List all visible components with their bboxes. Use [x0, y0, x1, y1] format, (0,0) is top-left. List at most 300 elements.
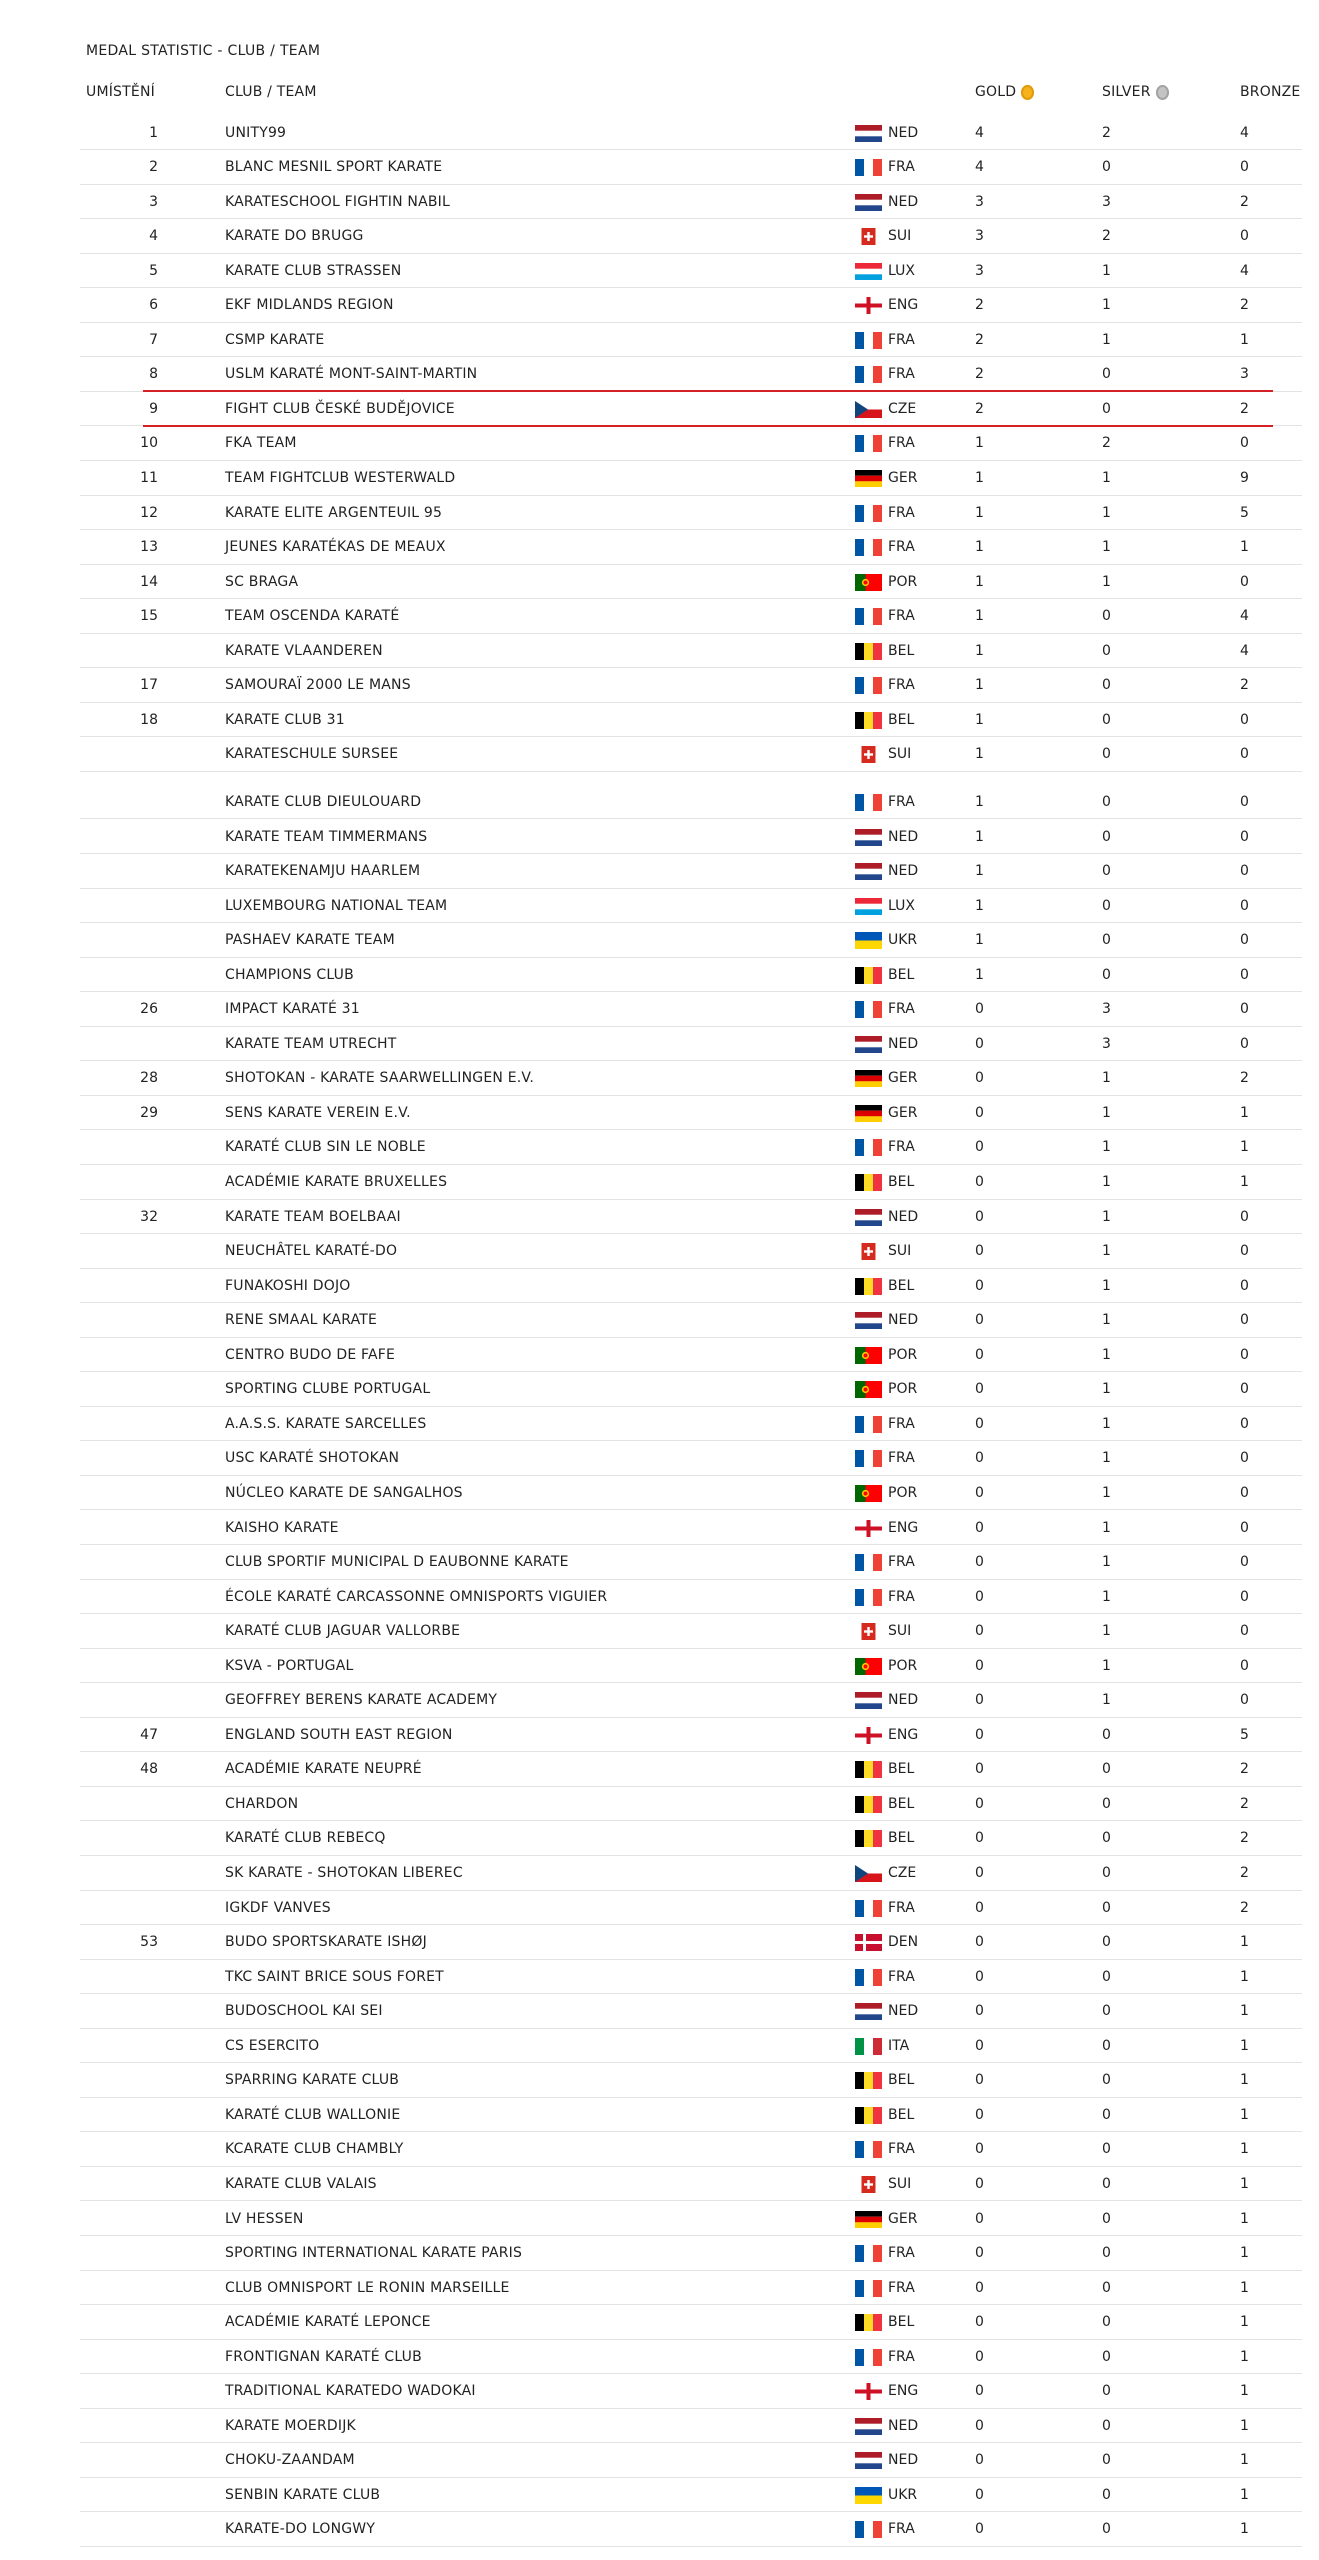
table-row [80, 2132, 1302, 2167]
gold-count: 2 [975, 297, 984, 314]
silver-count: 0 [1102, 2348, 1111, 2365]
club-name: TRADITIONAL KARATEDO WADOKAI [225, 2383, 476, 2400]
silver-count: 1 [1102, 1312, 1111, 1329]
country-code: NED [888, 1692, 919, 1709]
page-title: MEDAL STATISTIC - CLUB / TEAM [86, 43, 321, 59]
rank-cell: 13 [140, 539, 158, 556]
table-row [80, 1649, 1302, 1684]
flag-icon-ukr [855, 2487, 882, 2504]
flag-icon-fra [855, 1589, 882, 1606]
club-name: LUXEMBOURG NATIONAL TEAM [225, 897, 448, 914]
flag-icon-ned [855, 1312, 882, 1329]
silver-count: 1 [1102, 1174, 1111, 1190]
flag-icon-eng [855, 1727, 882, 1744]
silver-count: 2 [1102, 124, 1111, 141]
table-row [80, 1752, 1302, 1787]
club-name: A.A.S.S. KARATE SARCELLES [225, 1415, 427, 1432]
flag-icon-ned [855, 1036, 882, 1053]
silver-count: 1 [1102, 1243, 1111, 1260]
country-code: FRA [888, 366, 915, 383]
table-row [80, 1925, 1302, 1960]
country-code: BEL [888, 1174, 915, 1190]
flag-icon-den [855, 1934, 882, 1951]
club-name: KARATE ELITE ARGENTEUIL 95 [225, 504, 443, 521]
club-name: KARATÉ CLUB REBECQ [225, 1830, 386, 1847]
bronze-count: 4 [1240, 262, 1249, 279]
silver-count: 0 [1102, 2072, 1111, 2089]
club-name: KARATE MOERDIJK [225, 2417, 356, 2434]
rank-cell: 53 [140, 1934, 158, 1951]
country-code: NED [888, 2003, 919, 2020]
gold-count: 1 [975, 746, 984, 763]
country-code: FRA [888, 1968, 915, 1985]
club-name: JEUNES KARATÉKAS DE MEAUX [225, 539, 446, 556]
silver-count: 0 [1102, 966, 1111, 983]
club-name: ACADÉMIE KARATÉ LEPONCE [225, 2314, 431, 2331]
gold-count: 3 [975, 228, 984, 245]
gold-count: 0 [975, 1588, 984, 1605]
club-name: KARATÉ CLUB WALLONIE [225, 2106, 401, 2123]
silver-count: 1 [1102, 1657, 1111, 1674]
bronze-count: 1 [1240, 1174, 1249, 1190]
bronze-count: 0 [1240, 1208, 1249, 1225]
gold-count: 0 [975, 1415, 984, 1432]
flag-icon-fra [855, 2349, 882, 2366]
country-code: NED [888, 2417, 919, 2434]
bronze-count: 0 [1240, 1484, 1249, 1501]
club-name: KARATÉ CLUB SIN LE NOBLE [225, 1139, 426, 1156]
table-row [80, 185, 1302, 220]
club-name: KARATEKENAMJU HAARLEM [225, 863, 421, 880]
gold-count: 1 [975, 435, 984, 452]
flag-icon-cze [855, 401, 882, 418]
silver-count: 1 [1102, 331, 1111, 348]
flag-icon-bel [855, 712, 882, 729]
rank-cell: 15 [140, 608, 158, 625]
club-name: TKC SAINT BRICE SOUS FORET [225, 1968, 444, 1985]
silver-count: 1 [1102, 1277, 1111, 1294]
silver-count: 0 [1102, 1934, 1111, 1951]
bronze-count: 5 [1240, 504, 1249, 521]
country-code: CZE [888, 1865, 917, 1881]
flag-icon-ned [855, 2003, 882, 2020]
bronze-count: 1 [1240, 1934, 1249, 1951]
table-row [80, 2478, 1302, 2513]
gold-count: 0 [975, 1001, 984, 1018]
country-code: FRA [888, 1001, 915, 1018]
rank-cell: 7 [149, 331, 158, 348]
country-code: FRA [888, 159, 915, 176]
flag-icon-fra [855, 332, 882, 349]
gold-count: 1 [975, 608, 984, 625]
bronze-count: 0 [1240, 1657, 1249, 1674]
silver-count: 0 [1102, 2383, 1111, 2400]
club-name: KARATE CLUB VALAIS [225, 2175, 377, 2192]
club-name: KARATE CLUB STRASSEN [225, 262, 402, 279]
club-name: RENE SMAAL KARATE [225, 1312, 378, 1329]
table-row [80, 992, 1302, 1027]
flag-icon-sui [855, 1243, 882, 1260]
gold-count: 0 [975, 2072, 984, 2089]
country-code: CZE [888, 400, 917, 417]
club-name: NÚCLEO KARATE DE SANGALHOS [225, 1484, 463, 1501]
table-row [80, 2271, 1302, 2306]
gold-count: 0 [975, 2348, 984, 2365]
flag-icon-fra [855, 1139, 882, 1156]
bronze-count: 1 [1240, 1104, 1249, 1121]
bronze-count: 1 [1240, 2521, 1249, 2538]
country-code: ENG [888, 2383, 919, 2400]
silver-count: 0 [1102, 746, 1111, 763]
silver-count: 1 [1102, 1484, 1111, 1501]
flag-icon-sui [855, 746, 882, 763]
bronze-count: 1 [1240, 2383, 1249, 2400]
club-name: BUDO SPORTSKARATE ISHØJ [225, 1934, 427, 1951]
silver-count: 0 [1102, 2245, 1111, 2262]
gold-count: 0 [975, 1070, 984, 1087]
table-row [80, 1718, 1302, 1753]
silver-count: 0 [1102, 2417, 1111, 2434]
flag-icon-bel [855, 1796, 882, 1813]
bronze-count: 1 [1240, 2348, 1249, 2365]
rank-cell: 29 [140, 1104, 158, 1121]
flag-icon-ukr [855, 932, 882, 949]
table-row [80, 1027, 1302, 1062]
gold-count: 0 [975, 1692, 984, 1709]
flag-icon-ned [855, 863, 882, 880]
gold-count: 0 [975, 1450, 984, 1467]
country-code: FRA [888, 1139, 915, 1156]
flag-icon-bel [855, 2072, 882, 2089]
country-code: BEL [888, 2072, 915, 2089]
rank-cell: 48 [140, 1761, 158, 1778]
country-code: FRA [888, 1415, 915, 1432]
country-code: POR [888, 1346, 918, 1363]
club-name: FRONTIGNAN KARATÉ CLUB [225, 2348, 422, 2365]
country-code: LUX [888, 262, 915, 279]
flag-icon-ger [855, 470, 882, 487]
club-name: CSMP KARATE [225, 331, 325, 348]
table-row [80, 1821, 1302, 1856]
silver-count: 2 [1102, 435, 1111, 452]
gold-count: 0 [975, 2521, 984, 2538]
bronze-count: 1 [1240, 2072, 1249, 2089]
gold-count: 0 [975, 1346, 984, 1363]
table-row [80, 668, 1302, 703]
country-code: POR [888, 1381, 918, 1398]
gold-count: 0 [975, 1484, 984, 1501]
club-name: FIGHT CLUB ČESKÉ BUDĚJOVICE [225, 400, 455, 417]
flag-icon-fra [855, 1969, 882, 1986]
table-row [80, 254, 1302, 289]
bronze-count: 1 [1240, 2452, 1249, 2469]
header-gold-label: GOLD [975, 84, 1017, 100]
bronze-count: 1 [1240, 2037, 1249, 2054]
table-row [80, 1269, 1302, 1304]
gold-count: 0 [975, 2106, 984, 2123]
rank-cell: 9 [149, 400, 158, 417]
country-code: NED [888, 1312, 919, 1329]
bronze-count: 1 [1240, 2314, 1249, 2331]
gold-count: 4 [975, 124, 984, 141]
silver-count: 1 [1102, 1070, 1111, 1087]
table-row [80, 634, 1302, 669]
table-row [80, 1165, 1302, 1200]
silver-count: 0 [1102, 1899, 1111, 1916]
silver-count: 0 [1102, 1795, 1111, 1812]
silver-count: 0 [1102, 2279, 1111, 2296]
table-row [80, 1303, 1302, 1338]
club-name: CHAMPIONS CLUB [225, 966, 354, 983]
silver-count: 1 [1102, 1104, 1111, 1121]
bronze-count: 0 [1240, 573, 1249, 590]
gold-count: 0 [975, 2452, 984, 2469]
table-row [80, 288, 1302, 323]
header-silver [1102, 84, 1169, 100]
gold-count: 3 [975, 262, 984, 279]
silver-count: 1 [1102, 1554, 1111, 1571]
table-row [80, 1200, 1302, 1235]
bronze-count: 0 [1240, 793, 1249, 810]
gold-count: 0 [975, 2141, 984, 2158]
table-row [80, 323, 1302, 358]
rank-cell: 4 [149, 228, 158, 245]
silver-count: 1 [1102, 1415, 1111, 1432]
silver-count: 1 [1102, 504, 1111, 521]
rank-cell: 8 [149, 366, 158, 383]
club-name: KARATE DO BRUGG [225, 228, 364, 245]
club-name: CHARDON [225, 1795, 299, 1812]
country-code: NED [888, 193, 919, 210]
flag-icon-fra [855, 1001, 882, 1018]
table-row [80, 219, 1302, 254]
club-name: BUDOSCHOOL KAI SEI [225, 2003, 383, 2020]
flag-icon-por [855, 1485, 882, 1502]
country-code: FRA [888, 2279, 915, 2296]
club-name: CS ESERCITO [225, 2037, 320, 2054]
table-row [80, 1614, 1302, 1649]
rank-cell: 3 [149, 193, 158, 210]
table-row [80, 1441, 1302, 1476]
table-row [80, 1372, 1302, 1407]
gold-count: 1 [975, 504, 984, 521]
country-code: BEL [888, 1277, 915, 1294]
silver-count: 0 [1102, 2452, 1111, 2469]
bronze-count: 0 [1240, 1623, 1249, 1640]
club-name: LV HESSEN [225, 2210, 304, 2227]
gold-count: 0 [975, 1761, 984, 1778]
flag-icon-por [855, 1658, 882, 1675]
bronze-count: 0 [1240, 1243, 1249, 1260]
silver-count: 0 [1102, 1830, 1111, 1847]
bronze-count: 5 [1240, 1726, 1249, 1743]
gold-count: 0 [975, 1554, 984, 1571]
flag-icon-eng [855, 297, 882, 314]
club-name: GEOFFREY BERENS KARATE ACADEMY [225, 1692, 498, 1709]
table-header [0, 84, 1319, 110]
country-code: NED [888, 1208, 919, 1225]
club-name: ENGLAND SOUTH EAST REGION [225, 1726, 453, 1743]
flag-icon-fra [855, 2521, 882, 2538]
gold-count: 1 [975, 932, 984, 949]
club-name: KARATE VLAANDEREN [225, 642, 383, 659]
club-name: KCARATE CLUB CHAMBLY [225, 2141, 404, 2158]
silver-count: 0 [1102, 1726, 1111, 1743]
gold-count: 0 [975, 2037, 984, 2054]
bronze-count: 2 [1240, 400, 1249, 417]
table-row [80, 1580, 1302, 1615]
flag-icon-ned [855, 829, 882, 846]
table-row [80, 2409, 1302, 2444]
gold-count: 0 [975, 1519, 984, 1536]
silver-count: 0 [1102, 793, 1111, 810]
silver-count: 0 [1102, 1968, 1111, 1985]
country-code: FRA [888, 1554, 915, 1571]
silver-count: 0 [1102, 2210, 1111, 2227]
club-name: KARATE TEAM TIMMERMANS [225, 828, 428, 845]
country-code: FRA [888, 539, 915, 556]
bronze-count: 9 [1240, 470, 1249, 486]
bronze-count: 0 [1240, 1554, 1249, 1571]
country-code: FRA [888, 2245, 915, 2262]
table-row [80, 1683, 1302, 1718]
flag-icon-eng [855, 2383, 882, 2400]
bronze-count: 1 [1240, 2279, 1249, 2296]
flag-icon-fra [855, 794, 882, 811]
flag-icon-fra [855, 2280, 882, 2297]
rank-cell: 2 [149, 159, 158, 176]
silver-count: 0 [1102, 2003, 1111, 2020]
table-row [80, 1545, 1302, 1580]
bronze-count: 1 [1240, 2417, 1249, 2434]
gold-count: 4 [975, 159, 984, 176]
silver-count: 1 [1102, 539, 1111, 556]
country-code: POR [888, 1657, 918, 1674]
bronze-count: 0 [1240, 828, 1249, 845]
table-row [80, 392, 1302, 427]
country-code: FRA [888, 435, 915, 452]
club-name: FKA TEAM [225, 435, 297, 452]
flag-icon-ned [855, 2452, 882, 2469]
silver-count: 1 [1102, 1208, 1111, 1225]
bronze-count: 0 [1240, 897, 1249, 914]
silver-count: 0 [1102, 863, 1111, 880]
table-row [80, 1407, 1302, 1442]
country-code: UKR [888, 2486, 918, 2503]
bronze-count: 0 [1240, 1588, 1249, 1605]
gold-count: 1 [975, 539, 984, 556]
gold-count: 0 [975, 1623, 984, 1640]
bronze-count: 0 [1240, 1381, 1249, 1398]
gold-count: 0 [975, 2417, 984, 2434]
club-name: IMPACT KARATÉ 31 [225, 1001, 360, 1018]
bronze-count: 1 [1240, 1968, 1249, 1985]
club-name: KAISHO KARATE [225, 1519, 339, 1536]
table-row [80, 357, 1302, 392]
gold-count: 2 [975, 366, 984, 383]
table-row [80, 2167, 1302, 2202]
flag-icon-por [855, 1381, 882, 1398]
gold-count: 0 [975, 2245, 984, 2262]
table-row [80, 923, 1302, 958]
country-code: BEL [888, 966, 915, 983]
country-code: BEL [888, 1830, 915, 1847]
bronze-count: 0 [1240, 863, 1249, 880]
silver-count: 0 [1102, 677, 1111, 694]
country-code: NED [888, 863, 919, 880]
bronze-count: 0 [1240, 1450, 1249, 1467]
silver-count: 0 [1102, 2106, 1111, 2123]
silver-count: 0 [1102, 366, 1111, 383]
bronze-count: 0 [1240, 228, 1249, 245]
country-code: FRA [888, 608, 915, 625]
bronze-count: 0 [1240, 1519, 1249, 1536]
table-row [80, 426, 1302, 461]
bronze-count: 2 [1240, 1795, 1249, 1812]
flag-icon-ita [855, 2038, 882, 2055]
table-row [80, 785, 1302, 820]
country-code: ENG [888, 1519, 919, 1536]
silver-count: 0 [1102, 2175, 1111, 2192]
bronze-count: 0 [1240, 966, 1249, 983]
bronze-count: 1 [1240, 2106, 1249, 2123]
header-silver-label: SILVER [1102, 84, 1151, 100]
flag-icon-ned [855, 194, 882, 211]
country-code: NED [888, 124, 919, 141]
header-rank: UMÍSTĚNÍ [86, 84, 155, 100]
table-row [80, 2202, 1302, 2237]
club-name: CLUB OMNISPORT LE RONIN MARSEILLE [225, 2279, 510, 2296]
country-code: FRA [888, 504, 915, 521]
bronze-count: 0 [1240, 1692, 1249, 1709]
gold-count: 0 [975, 1968, 984, 1985]
rank-cell: 6 [149, 297, 158, 314]
country-code: GER [888, 1070, 918, 1087]
rank-cell: 17 [140, 677, 158, 694]
bronze-count: 1 [1240, 2245, 1249, 2262]
flag-icon-bel [855, 1278, 882, 1295]
gold-count: 0 [975, 1381, 984, 1398]
gold-count: 2 [975, 331, 984, 348]
bronze-count: 0 [1240, 1277, 1249, 1294]
silver-count: 0 [1102, 608, 1111, 625]
country-code: ENG [888, 1726, 919, 1743]
club-name: KARATE TEAM BOELBAAI [225, 1208, 401, 1225]
bronze-count: 0 [1240, 1415, 1249, 1432]
silver-count: 0 [1102, 1865, 1111, 1881]
country-code: POR [888, 573, 918, 590]
country-code: FRA [888, 1450, 915, 1467]
rank-cell: 14 [140, 573, 158, 590]
flag-icon-sui [855, 1623, 882, 1640]
gold-count: 0 [975, 2383, 984, 2400]
silver-count: 3 [1102, 1001, 1111, 1018]
club-name: KARATE TEAM UTRECHT [225, 1035, 397, 1052]
country-code: BEL [888, 1761, 915, 1778]
silver-count: 0 [1102, 1761, 1111, 1778]
gold-count: 1 [975, 863, 984, 880]
table-row [80, 737, 1302, 772]
club-name: SENS KARATE VEREIN E.V. [225, 1104, 411, 1121]
gold-count: 0 [975, 1830, 984, 1847]
gold-count: 1 [975, 470, 984, 486]
flag-icon-fra [855, 505, 882, 522]
gold-count: 0 [975, 2486, 984, 2503]
club-name: TEAM OSCENDA KARATÉ [225, 608, 400, 625]
silver-count: 0 [1102, 642, 1111, 659]
country-code: FRA [888, 2521, 915, 2538]
silver-count: 0 [1102, 2521, 1111, 2538]
